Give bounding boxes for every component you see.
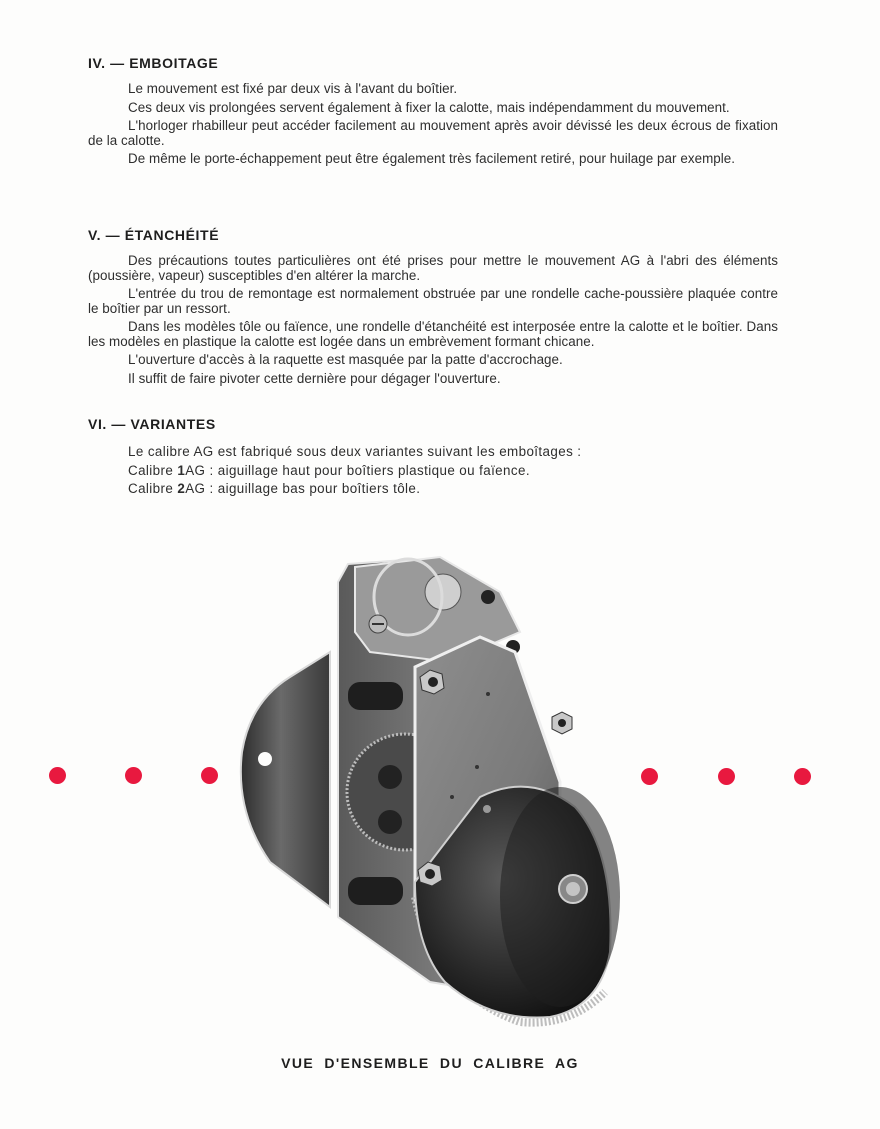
variant-prefix: Calibre bbox=[128, 481, 178, 496]
variant-description: : aiguillage haut pour boîtiers plastique ou faïence. bbox=[205, 462, 530, 478]
paragraph: L'entrée du trou de remontage est normalement obstruée par une rondelle cache-poussière plaquée contre le boîtier par un ressort. bbox=[88, 286, 778, 316]
red-dot-decoration bbox=[125, 767, 142, 784]
section-heading: IV. — EMBOITAGE bbox=[88, 55, 219, 71]
variant-code: AG bbox=[185, 462, 206, 478]
section-emboitage bbox=[88, 54, 778, 167]
red-dot-decoration bbox=[49, 767, 66, 784]
figure-caption: VUE D'ENSEMBLE DU CALIBRE AG bbox=[281, 1055, 579, 1071]
paragraph: Des précautions toutes particulières ont été prises pour mettre le mouvement AG à l'abri des éléments (poussière, vapeur) susceptibles d'en altérer la marche. bbox=[88, 253, 778, 283]
variant-2ag bbox=[128, 480, 778, 499]
section-variantes bbox=[88, 415, 778, 499]
variant-description: : aiguillage bas pour boîtiers tôle. bbox=[205, 481, 421, 496]
section-etancheite bbox=[88, 226, 778, 386]
variant-code: AG bbox=[185, 481, 206, 496]
red-dot-decoration bbox=[201, 767, 218, 784]
paragraph: L'horloger rhabilleur peut accéder facilement au mouvement après avoir dévissé les deux écrous de fixation de la calotte. bbox=[88, 118, 778, 148]
variant-1ag bbox=[128, 462, 778, 481]
variants-intro: Le calibre AG est fabriqué sous deux variantes suivant les emboîtages : bbox=[128, 444, 582, 459]
paragraph: De même le porte-échappement peut être également très facilement retiré, pour huilage par exemple. bbox=[128, 151, 736, 166]
paragraph: Dans les modèles tôle ou faïence, une rondelle d'étanchéité est interposée entre la calotte et le boîtier. Dans les modèles en plastique la calotte est logée dans un embrèvement formant chicane. bbox=[88, 319, 778, 349]
variant-number: 1 bbox=[177, 462, 186, 478]
variant-number: 2 bbox=[177, 481, 186, 496]
section-heading: VI. — VARIANTES bbox=[88, 416, 216, 432]
paragraph: Ces deux vis prolongées servent également à fixer la calotte, mais indépendamment du mouvement. bbox=[128, 99, 730, 115]
paragraph: Le mouvement est fixé par deux vis à l'avant du boîtier. bbox=[128, 81, 458, 96]
clock-movement-photo bbox=[230, 552, 650, 1032]
section-heading: V. — ÉTANCHÉITÉ bbox=[88, 227, 220, 243]
red-dot-decoration bbox=[718, 768, 735, 785]
paragraph: Il suffit de faire pivoter cette dernière pour dégager l'ouverture. bbox=[128, 370, 501, 386]
variant-prefix: Calibre bbox=[128, 462, 178, 478]
paragraph: L'ouverture d'accès à la raquette est masquée par la patte d'accrochage. bbox=[128, 352, 563, 367]
red-dot-decoration bbox=[794, 768, 811, 785]
